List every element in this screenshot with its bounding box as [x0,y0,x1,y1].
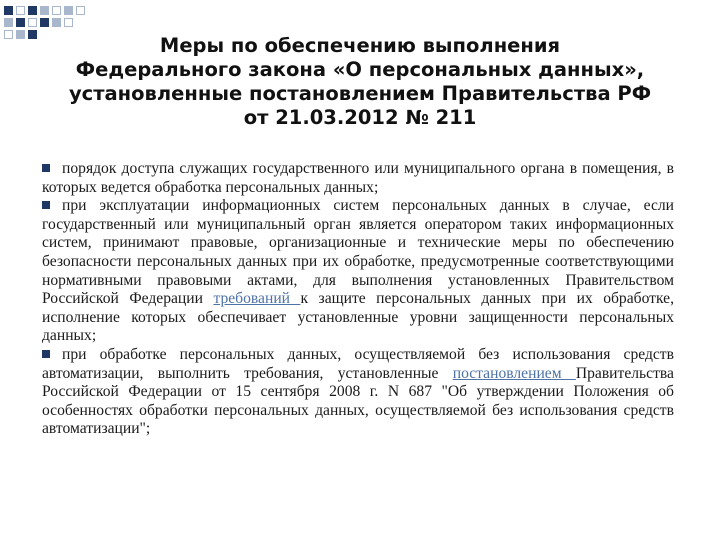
bullet-item [42,346,674,439]
bullet-text: при эксплуатации информационных систем персональных данных в случае, если государственный или муниципальный орган является оператором таких информационных систем, принимают правовые, организационные и технические меры по обеспечению безопасности персональных данных при их обработке, предусмотренные соответствующими нормативными правовыми актами, для выполнения установленных Правительством Российской Федерации [42,197,674,308]
deco-square [28,18,37,27]
deco-square [64,18,73,27]
deco-square [40,18,49,27]
bullet-text: порядок доступа служащих государственного или муниципального органа в помещения, в которых ведется обработка персональных данных; [42,160,674,196]
deco-square [16,30,25,39]
deco-square [52,6,61,15]
title-line: от 21.03.2012 № 211 [243,106,477,129]
deco-square [4,30,13,39]
bullet-list [42,160,674,439]
deco-square [16,18,25,27]
bullet-text: Правительства Российской Федерации от 15 сентября 2008 г. N 687 "Об утверждении Положения об особенностях обработки персональных данных, осуществляемой без использования средств автоматизации"; [42,364,674,438]
resolution-link[interactable]: постановлением [452,364,576,382]
title-line: установленные постановлением Правительства РФ [68,82,652,105]
deco-square [64,6,73,15]
deco-square [76,6,85,15]
square-bullet-icon [42,201,50,209]
bullet-item [42,197,674,346]
deco-square [4,6,13,15]
bullet-text: к защите персональных данных при их обработке, исполнение которых обеспечивает установленные уровни защищенности персональных данных; [42,290,674,345]
square-bullet-icon [42,350,50,358]
deco-square [28,30,37,39]
deco-square [40,6,49,15]
bullet-text: при обработке персональных данных, осуществляемой без использования средств автоматизации, выполнить требования, установленные [42,345,674,382]
title-line: Меры по обеспечению выполнения [159,34,561,57]
deco-square [16,6,25,15]
slide-title [40,34,680,130]
deco-square [52,18,61,27]
title-line: Федерального закона «О персональных данных», [75,58,645,81]
requirements-link[interactable]: требований [213,290,301,308]
deco-square [28,6,37,15]
bullet-item [42,160,674,197]
square-bullet-icon [42,164,50,172]
deco-square [4,18,13,27]
